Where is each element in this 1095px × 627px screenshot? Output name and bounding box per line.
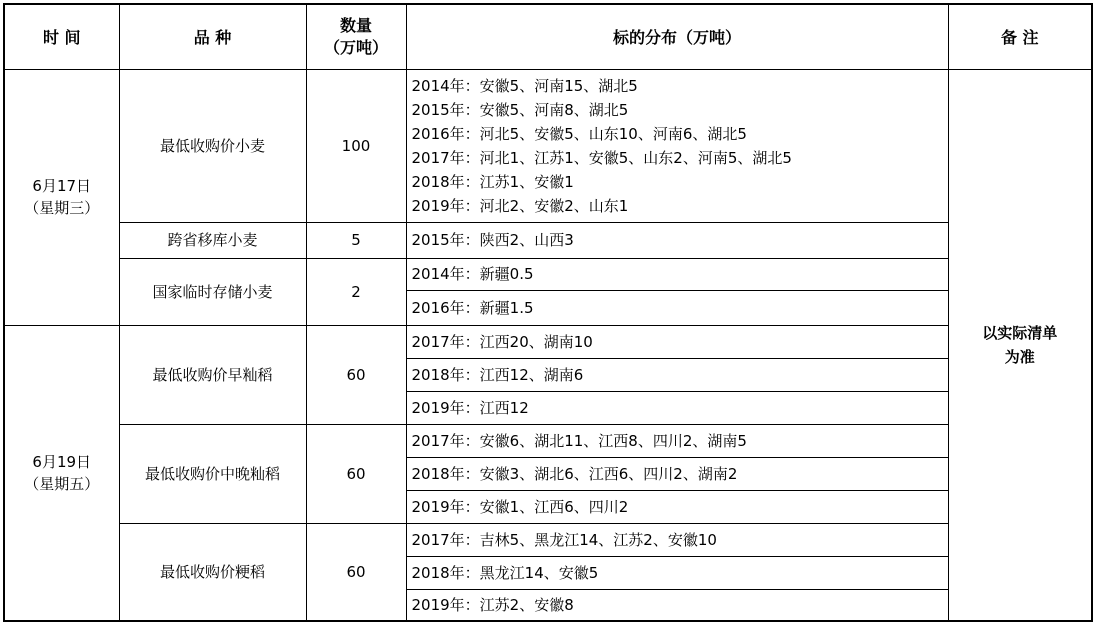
distribution-line: 2017年：河北1、江苏1、安徽5、山东2、河南5、湖北5 — [411, 148, 792, 167]
note-line2: 为准 — [1004, 347, 1035, 366]
distribution-line: 2018年：江苏1、安徽1 — [411, 172, 574, 191]
variety-cell: 最低收购价小麦 — [119, 69, 306, 222]
distribution-cell: 2018年：江西12、湖南6 — [406, 358, 948, 391]
weekday-label: （星期三） — [24, 199, 100, 217]
quantity-cell: 5 — [306, 222, 406, 258]
header-distribution: 标的分布（万吨） — [406, 4, 948, 69]
header-time: 时 间 — [4, 4, 119, 69]
wheat-rice-auction-table — [3, 3, 1093, 622]
distribution-cell: 2017年：吉林5、黑龙江14、江苏2、安徽10 — [406, 523, 948, 556]
date-label: 6月19日 — [32, 452, 92, 471]
distribution-cell — [406, 69, 948, 222]
variety-cell: 最低收购价中晚籼稻 — [119, 424, 306, 523]
date-cell-jun19 — [4, 325, 119, 621]
note-cell — [948, 69, 1092, 621]
distribution-cell: 2019年：江苏2、安徽8 — [406, 589, 948, 621]
quantity-cell: 60 — [306, 523, 406, 621]
note-line1: 以实际清单 — [982, 323, 1058, 342]
distribution-cell: 2017年：安徽6、湖北11、江西8、四川2、湖南5 — [406, 424, 948, 457]
distribution-cell: 2014年：新疆0.5 — [406, 258, 948, 290]
quantity-cell: 60 — [306, 325, 406, 424]
distribution-line: 2014年：安徽5、河南15、湖北5 — [411, 76, 638, 95]
date-cell-jun17 — [4, 69, 119, 325]
distribution-cell: 2017年：江西20、湖南10 — [406, 325, 948, 358]
distribution-cell: 2016年：新疆1.5 — [406, 290, 948, 325]
distribution-line: 2016年：河北5、安徽5、山东10、河南6、湖北5 — [411, 124, 747, 143]
distribution-cell: 2018年：安徽3、湖北6、江西6、四川2、湖南2 — [406, 457, 948, 490]
date-label: 6月17日 — [32, 177, 92, 195]
variety-cell: 最低收购价粳稻 — [119, 523, 306, 621]
distribution-cell: 2019年：安徽1、江西6、四川2 — [406, 490, 948, 523]
header-quantity-line2: （万吨） — [323, 37, 388, 57]
variety-cell: 最低收购价早籼稻 — [119, 325, 306, 424]
header-variety: 品 种 — [119, 4, 306, 69]
quantity-cell: 2 — [306, 258, 406, 325]
distribution-line: 2019年：河北2、安徽2、山东1 — [411, 196, 629, 215]
variety-cell: 国家临时存储小麦 — [119, 258, 306, 325]
header-note: 备 注 — [948, 4, 1092, 69]
header-quantity — [306, 4, 406, 69]
quantity-cell: 60 — [306, 424, 406, 523]
weekday-label: （星期五） — [24, 474, 100, 493]
distribution-cell: 2018年：黑龙江14、安徽5 — [406, 556, 948, 589]
header-quantity-line1: 数量 — [339, 15, 372, 35]
distribution-cell: 2015年：陕西2、山西3 — [406, 222, 948, 258]
distribution-cell: 2019年：江西12 — [406, 391, 948, 424]
variety-cell: 跨省移库小麦 — [119, 222, 306, 258]
quantity-cell: 100 — [306, 69, 406, 222]
distribution-line: 2015年：安徽5、河南8、湖北5 — [411, 100, 629, 119]
